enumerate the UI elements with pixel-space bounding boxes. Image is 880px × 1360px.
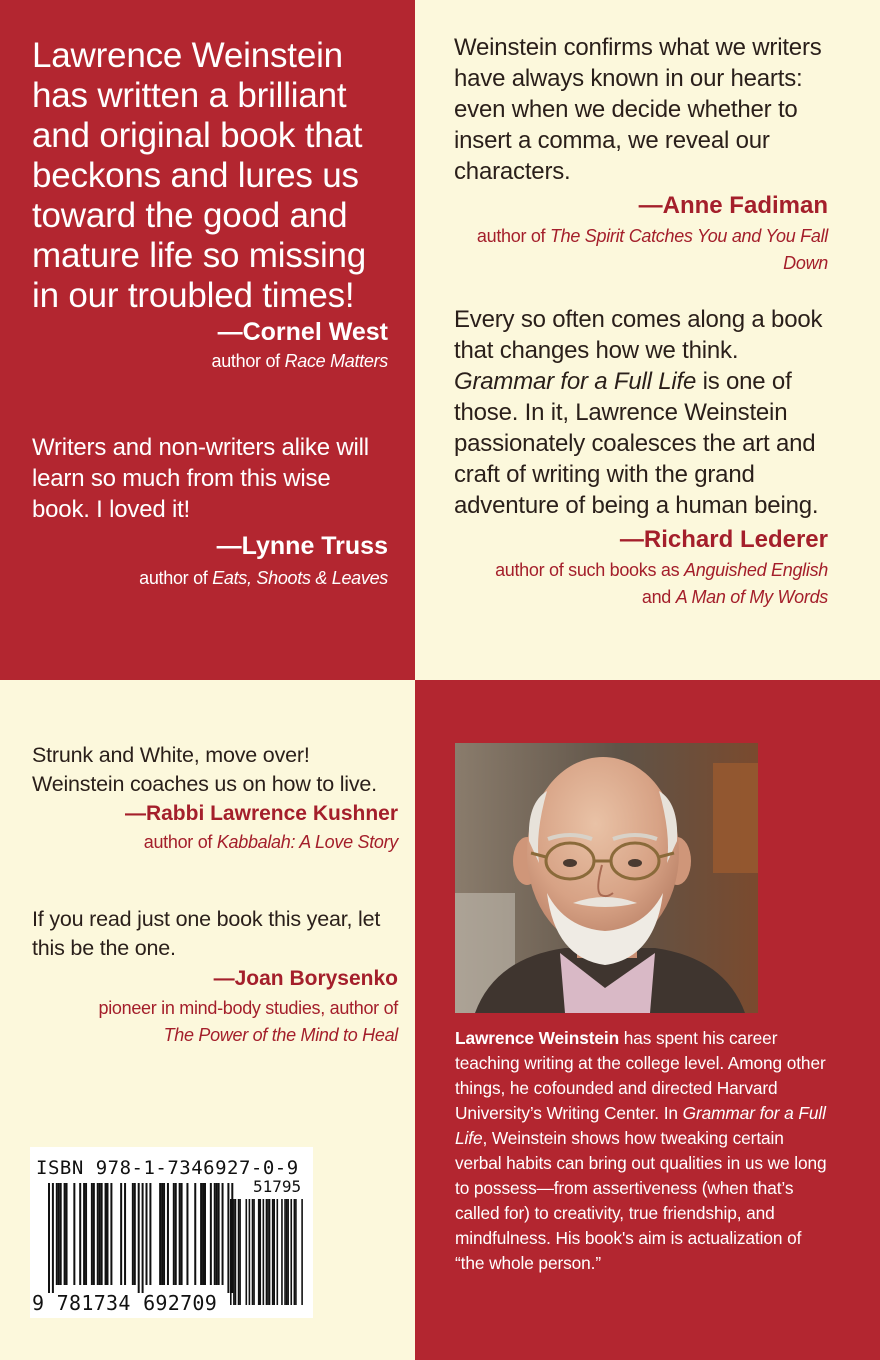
barcode-bar <box>218 1183 220 1285</box>
barcode-bar <box>181 1183 183 1285</box>
addon-bar <box>267 1199 269 1305</box>
barcode-bar <box>175 1183 177 1285</box>
barcode-bar <box>138 1183 140 1293</box>
quote-credential: author of Race Matters <box>211 351 388 371</box>
barcode-bar <box>210 1183 212 1285</box>
ean-digits: 9 781734 692709 <box>32 1291 218 1315</box>
barcode-bar <box>124 1183 126 1285</box>
barcode-bar <box>179 1183 181 1285</box>
barcode-bar <box>83 1183 85 1285</box>
book-title: The Power of the Mind to Heal <box>163 1025 398 1045</box>
barcode-bar <box>173 1183 175 1285</box>
quote-joan-borysenko <box>32 905 398 1049</box>
barcode-bar <box>204 1183 206 1285</box>
book-title: Race Matters <box>284 351 388 371</box>
book-title: The Spirit Catches You and You Fall Down <box>549 226 828 273</box>
quote-attribution: —Anne Fadiman <box>638 192 828 219</box>
quote-text: Weinstein confirms what we writers have always known in our hearts: even when we decide whether to insert a comma, we reveal our characters. <box>454 34 822 185</box>
barcode-bar <box>93 1183 95 1285</box>
addon-bar <box>284 1199 286 1305</box>
barcode-bar <box>60 1183 62 1285</box>
book-title: Eats, Shoots & Leaves <box>212 568 388 588</box>
addon-bar <box>295 1199 297 1305</box>
quote-text: Writers and non-writers alike will learn so much from this wise book. I loved it! <box>32 434 369 523</box>
quote-anne-fadiman <box>454 32 828 277</box>
addon-bar <box>233 1199 235 1305</box>
bio-author-name: Lawrence Weinstein <box>455 1028 620 1048</box>
quote-attribution: —Richard Lederer <box>619 526 828 553</box>
addon-bar <box>239 1199 241 1305</box>
isbn-label: ISBN 978-1-7346927-0-9 <box>36 1157 299 1179</box>
barcode-bar <box>214 1183 216 1285</box>
quote-text: Strunk and White, move over! Weinstein coaches us on how to live. <box>32 743 377 796</box>
book-title: Kabbalah: A Love Story <box>216 832 398 852</box>
barcode-bar <box>194 1183 196 1285</box>
addon-bar <box>258 1199 260 1305</box>
addon-bar <box>263 1199 265 1305</box>
barcode-bar <box>58 1183 60 1285</box>
barcode-bar <box>73 1183 75 1285</box>
barcode-bar <box>142 1183 144 1293</box>
barcode-bar <box>85 1183 87 1285</box>
barcode-bar <box>101 1183 103 1285</box>
barcode-bar <box>167 1183 169 1285</box>
barcode-bar <box>107 1183 109 1285</box>
barcode-bar <box>64 1183 66 1285</box>
barcode-bar <box>186 1183 188 1285</box>
quote-lawrence-kushner <box>32 741 398 856</box>
book-title: Grammar for a Full Life <box>454 368 697 395</box>
book-title: Anguished English <box>683 560 828 580</box>
barcode-bar <box>97 1183 99 1285</box>
barcode-bar <box>99 1183 101 1285</box>
quote-credential: pioneer in mind-body studies, author of The Power of the Mind to Heal <box>98 998 398 1045</box>
addon-bar <box>290 1199 292 1305</box>
quote-attribution: —Joan Borysenko <box>213 967 398 990</box>
book-title: Grammar for a Full Life <box>455 1103 826 1148</box>
addon-bar <box>259 1199 261 1305</box>
barcode-bar <box>48 1183 50 1293</box>
barcode-bar <box>202 1183 204 1285</box>
barcode-bar <box>79 1183 81 1285</box>
barcode-bar <box>66 1183 68 1285</box>
quote-text: Every so often comes along a book that changes how we think. Grammar for a Full Life is one of those. In it, Lawrence Weinstein passionately coalesces the art and craft of writing with the grand adventure of being a human being. <box>454 306 823 519</box>
addon-bar <box>277 1199 279 1305</box>
isbn-barcode <box>30 1147 313 1318</box>
addon-bar <box>252 1199 254 1305</box>
quote-richard-lederer <box>454 304 828 611</box>
barcode-bar <box>163 1183 165 1285</box>
barcode-bar <box>200 1183 202 1285</box>
author-bio <box>455 1026 827 1276</box>
addon-bar <box>272 1199 274 1305</box>
barcode-bar <box>134 1183 136 1285</box>
author-photo <box>455 743 758 1013</box>
author-portrait-illustration <box>455 743 758 1013</box>
addon-bar <box>253 1199 255 1305</box>
barcode-bar <box>222 1183 224 1285</box>
barcode-bar <box>132 1183 134 1285</box>
barcode-bar <box>159 1183 161 1285</box>
quote-lynne-truss <box>32 432 388 592</box>
quote-credential: author of Eats, Shoots & Leaves <box>139 568 388 588</box>
quote-cornel-west <box>32 36 388 375</box>
bio-text: Lawrence Weinstein has spent his career teaching writing at the college level. Among other things, he cofounded and directed Harvard University’s Writing Center. In Grammar for a Full Life, Weinstein shows how tweaking certain verbal habits can bring out qualities in us we long to possess—from assertiveness (when that’s called for) to creativity, true friendship, and mindfulness. His book's aim is actualization of “the whole person.” <box>455 1028 827 1273</box>
quote-text: If you read just one book this year, let this be the one. <box>32 907 381 960</box>
barcode-bar <box>216 1183 218 1285</box>
addon-bar <box>301 1199 303 1305</box>
addon-bar <box>269 1199 271 1305</box>
addon-bar <box>249 1199 251 1305</box>
addon-bar <box>230 1199 232 1305</box>
addon-bar <box>294 1199 296 1305</box>
addon-bar <box>235 1199 237 1305</box>
quote-attribution: —Rabbi Lawrence Kushner <box>124 802 398 825</box>
addon-bar <box>286 1199 288 1305</box>
quote-attribution: —Cornel West <box>217 318 388 346</box>
barcode-bar <box>227 1183 229 1293</box>
barcode-bar <box>91 1183 93 1285</box>
addon-bar <box>266 1199 268 1305</box>
barcode-bar <box>120 1183 122 1285</box>
barcode-bar <box>161 1183 163 1285</box>
barcode-bar <box>149 1183 151 1285</box>
barcode-bar <box>56 1183 58 1285</box>
quote-credential: author of Kabbalah: A Love Story <box>143 832 398 852</box>
book-title: A Man of My Words <box>675 587 828 607</box>
barcode-bar <box>52 1183 54 1293</box>
addon-bar <box>281 1199 283 1305</box>
addon-bar <box>238 1199 240 1305</box>
addon-bar <box>273 1199 275 1305</box>
barcode-bar <box>146 1183 148 1285</box>
barcode-bar <box>105 1183 107 1285</box>
addon-bar <box>287 1199 289 1305</box>
quote-text: Lawrence Weinstein has written a brilliant and original book that beckons and lures us toward the good and mature life so missing in our troubled times! <box>32 36 367 315</box>
quote-attribution: —Lynne Truss <box>216 532 388 560</box>
quote-credential: author of such books as Anguished English and A Man of My Words <box>495 560 828 607</box>
quote-credential: author of The Spirit Catches You and You Fall Down <box>476 226 828 273</box>
price-code: 51795 <box>253 1177 302 1196</box>
barcode-bar <box>110 1183 112 1285</box>
addon-bar <box>246 1199 248 1305</box>
